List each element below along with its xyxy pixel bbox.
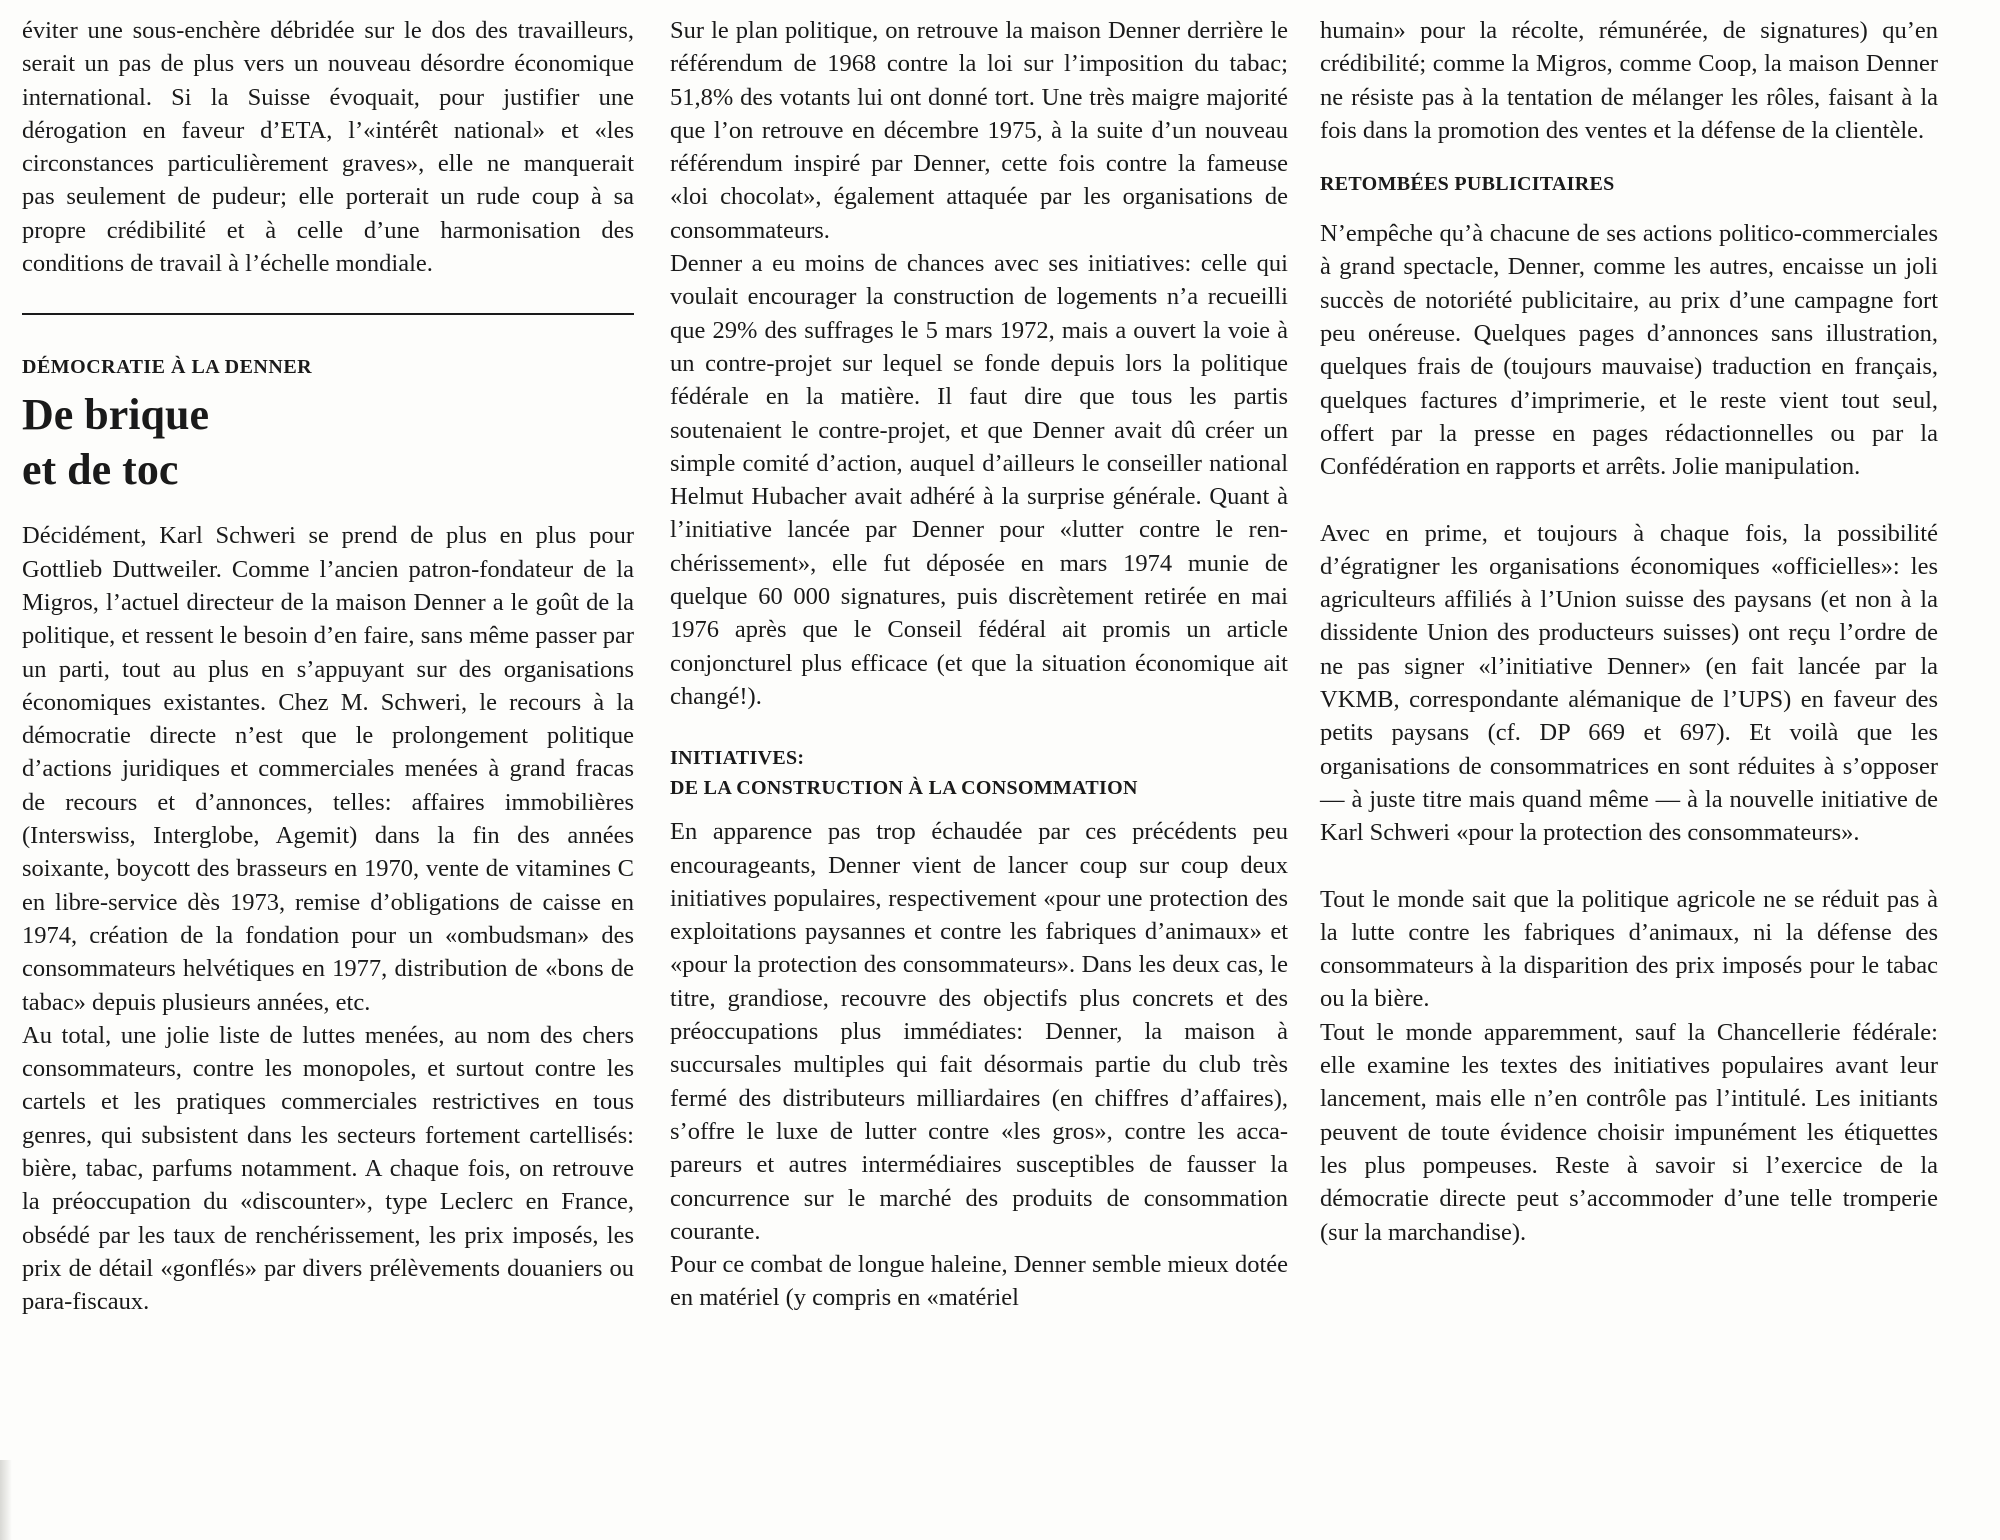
article-paragraph: Au total, une jolie liste de luttes menées, au nom des chers consommateurs, contre les monopoles, et surtout contre les cartels et les pratiques commerciales restrictives en tous genres, qui subsistent dans les secteurs fortement cartellisés: bière, tabac, parfums notamment. A chaque fois, on retrouve la préoccupation du «discounter», type Leclerc en France, obsédé par les taux de renchérissement, les prix imposés, les prix de détail «gonflés» par divers prélèvements douaniers ou para-fiscaux. (22, 1021, 634, 1316)
article-paragraph: Denner a eu moins de chances avec ses initiatives: celle qui voulait encourager la construction de logements n’a recueilli que 29% des suffrages le 5 mars 1972, mais a ouvert la voie à un contre-projet sur lequel se fonde depuis lors la politique fédérale en la matière. Il faut dire que tous les partis soutenaient le contre-projet, et que Denner avait dû créer un simple comité d’action, auquel d’ailleurs le conseiller national Helmut Hubacher avait adhéré à la surprise générale. Quant à l’initiative lancée par Denner pour «lutter contre le renchérissement», elle fut déposée en mars 1974 munie de quelque 60 000 signatures, puis discrètement retirée en mai 1976 après que le Conseil fédéral ait promis un article conjoncturel plus efficace (et que la situation économique ait changé!). (670, 250, 1288, 710)
subheading-line-1: INITIATIVES: (670, 747, 805, 770)
article-paragraph: Décidément, Karl Schweri se prend de plus en plus pour Gottlieb Duttweiler. Comme l’ancien patron-fondateur de la Migros, l’actuel directeur de la maison Denner a le goût de la politique, et ressent le besoin d’en faire, sans même passer par un parti, tout au plus en s’appuyant sur des organisations économiques existantes. Chez M. Schweri, le recours à la démocratie directe n’est que le prolongement politique d’actions juridiques et commerciales menées à grand fracas de recours et d’annonces, telles: affaires immobilières (Interswiss, Interglobe, Agemit) dans la fin des années soixante, boycott des brasseurs en 1970, vente de vitamines C en libre-service dès 1973, remise d’obligations de caisse en 1974, création de la fondation pour un «ombudsman» des consommateurs helvétiques en 1977, distribution de «bons de tabac» depuis plusieurs années, etc. (22, 522, 634, 1016)
intro-paragraph: éviter une sous-enchère débridée sur le dos des travailleurs, serait un pas de plus vers un nouveau désordre économique international. Si la Suisse évoquait, pour justifier une dérogation en faveur d’ETA, l’«intérêt national» et «les circonstances particulièrement graves», elle ne manquerait pas seulement de pudeur; elle porterait un rude coup à sa propre crédibilité et à celle d’une harmonisation des conditions de travail à l’échelle mondiale. (22, 17, 634, 278)
headline-line-1: De brique (22, 390, 209, 440)
subheading-line-2: DE LA CONSTRUCTION À LA CONSOMMATION (670, 777, 1138, 800)
column-3 (1320, 14, 1938, 1249)
article-paragraph: Tout le monde sait que la politique agricole ne se réduit pas à la lutte contre les fabriques d’animaux, ni la défense des consommateurs à la disparition des prix imposés pour le tabac ou la bière. (1320, 885, 1938, 1013)
headline-line-2: et de toc (22, 445, 179, 495)
article-paragraph: Tout le monde apparemment, sauf la Chancellerie fédérale: elle examine les textes des initiatives populaires avant leur lancement, mais elle n’en contrôle pas l’intitulé. Les initiants peuvent de toute évidence choisir impunément les étiquettes les plus pompeuses. Reste à savoir si l’exercice de la démocratie directe peut s’accommoder d’une telle tromperie (sur la marchandise). (1320, 1018, 1938, 1246)
article-paragraph: humain» pour la récolte, rémunérée, de signatures) qu’en crédibilité; comme la Migros, comme Coop, la maison Denner ne résiste pas à la tentation de mélanger les rôles, faisant à la fois dans la promotion des ventes et la défense de la clientèle. (1320, 17, 1938, 144)
column-2 (670, 14, 1288, 1315)
article-paragraph: Sur le plan politique, on retrouve la maison Denner derrière le référendum de 1968 contre la loi sur l’imposition du tabac; 51,8% des votants lui ont donné tort. Une très maigre majorité que l’on retrouve en décembre 1975, à la suite d’un nouveau référendum inspiré par Denner, cette fois contre la fameuse «loi chocolat», également attaquée par les organisations de consommateurs. (670, 17, 1288, 244)
article-paragraph: En apparence pas trop échaudée par ces précédents peu encourageants, Denner vient de lancer coup sur coup deux initiatives populaires, respectivement «pour une protection des exploitations paysannes et contre les fabriques d’animaux» et «pour la protection des consommateurs». Dans les deux cas, le titre, grandiose, recouvre des objectifs plus concrets et des préoccupations plus immédiates: Denner, la maison à succursales multiples qui fait désormais partie du club très fermé des distributeurs milliardaires (en chiffres d’affaires), s’offre le luxe de lutter contre «les gros», contre les accapareurs et autres intermédiaires susceptibles de fausser la concurrence sur le marché des produits de consommation courante. (670, 818, 1288, 1245)
article-headline (22, 387, 634, 497)
article-paragraph: Avec en prime, et toujours à chaque fois, la possibilité d’égratigner les organisations économiques «officielles»: les agriculteurs affiliés à l’Union suisse des paysans (et non à la dissidente Union des producteurs suisses) ont reçu l’ordre de ne pas signer «l’initiative Denner» (en fait lancée par la VKMB, correspondante alémanique de l’UPS) en faveur des petits paysans (cf. DP 669 et 697). Et voilà que les organisations de consommatrices en sont réduites à s’opposer — à juste titre mais quand même — à la nouvelle initiative de Karl Schweri «pour la protection des consommateurs». (1320, 519, 1938, 847)
column-1 (22, 14, 634, 1319)
subheading-initiatives (670, 743, 1288, 803)
section-kicker: DÉMOCRATIE À LA DENNER (22, 356, 313, 379)
section-divider (22, 313, 634, 315)
page-edge-shadow (0, 1460, 12, 1540)
article-paragraph: N’empêche qu’à chacune de ses actions politico-commerciales à grand spectacle, Denner, comme les autres, encaisse un joli succès de notoriété publicitaire, au prix d’une campagne fort peu onéreuse. Quelques pages d’annonces sans illustration, quelques frais de (toujours mauvaise) traduction en français, quelques factures d’imprimerie, et le reste vient tout seul, offert par la presse en pages rédactionnelles ou par la Confédération en rapports et arrêts. Jolie manipulation. (1320, 220, 1938, 481)
subheading-retombees: RETOMBÉES PUBLICITAIRES (1320, 173, 1615, 196)
article-paragraph: Pour ce combat de longue haleine, Denner semble mieux dotée en matériel (y compris en «matériel (670, 1251, 1288, 1312)
